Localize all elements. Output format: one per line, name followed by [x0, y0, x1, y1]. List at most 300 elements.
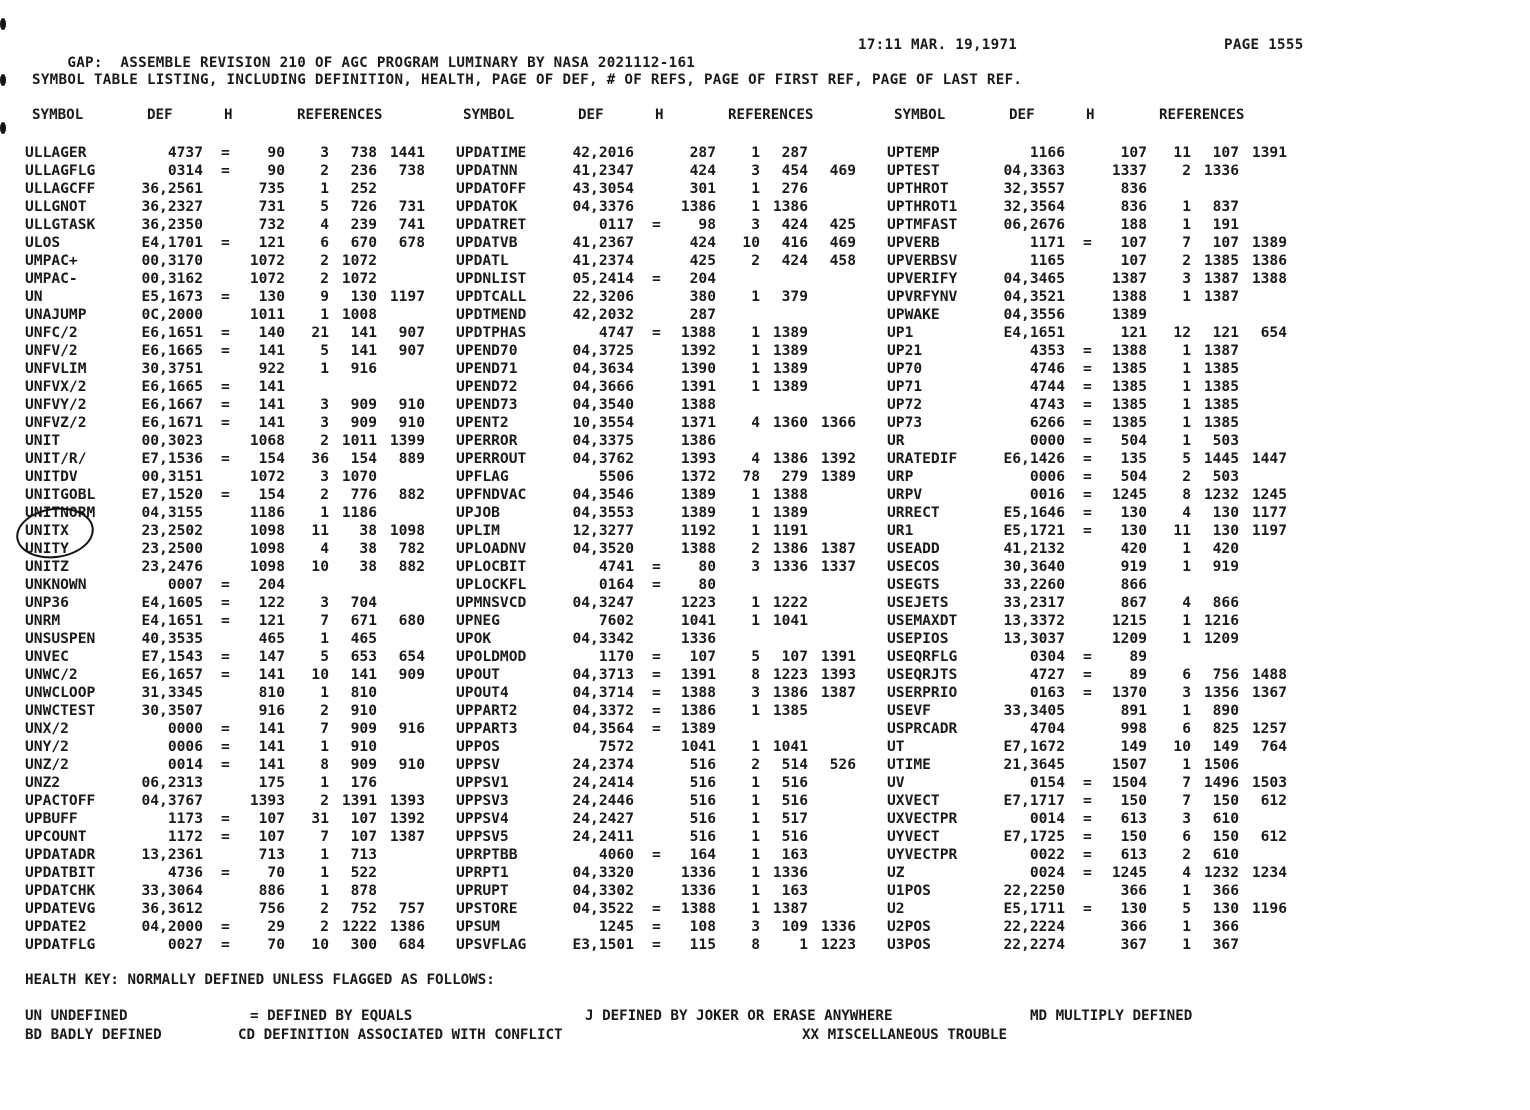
cell-symbol: UNX/2 [25, 720, 69, 737]
cell-health: = [1083, 378, 1092, 395]
cell-health: = [1083, 522, 1092, 539]
cell-page: 1192 [680, 522, 716, 539]
cell-first: 38 [359, 540, 377, 557]
cell-symbol: UPLIM [456, 522, 500, 539]
cell-nrefs: 21 [311, 324, 329, 341]
cell-health: = [1083, 684, 1092, 701]
cell-first: 1336 [772, 864, 808, 881]
cell-page: 516 [689, 756, 716, 773]
cell-first: 130 [1212, 900, 1239, 917]
cell-nrefs: 1 [1182, 540, 1191, 557]
cell-symbol: UPMNSVCD [456, 594, 527, 611]
cell-first: 503 [1212, 432, 1239, 449]
cell-first: 1389 [772, 504, 808, 521]
cell-symbol: UPFLAG [456, 468, 509, 485]
cell-nrefs: 3 [751, 684, 760, 701]
cell-symbol: UPPART2 [456, 702, 518, 719]
cell-first: 287 [781, 144, 808, 161]
cell-nrefs: 1 [1182, 342, 1191, 359]
cell-nrefs: 1 [751, 378, 760, 395]
cell-page: 107 [1120, 252, 1147, 269]
cell-first: 1011 [341, 432, 377, 449]
cell-first: 866 [1212, 594, 1239, 611]
cell-symbol: UPJOB [456, 504, 500, 521]
cell-symbol: UPVERIFY [887, 270, 958, 287]
cell-health: = [221, 234, 230, 251]
cell-page: 1337 [1111, 162, 1147, 179]
cell-page: 380 [689, 288, 716, 305]
cell-symbol: UPOK [456, 630, 492, 647]
cell-page: 1385 [1111, 360, 1147, 377]
cell-def: 04,3465 [1003, 270, 1065, 287]
cell-health: = [652, 216, 661, 233]
cell-first: 909 [350, 414, 377, 431]
cell-page: 90 [267, 162, 285, 179]
cell-page: 1389 [680, 504, 716, 521]
cell-first: 300 [350, 936, 377, 953]
cell-page: 130 [1120, 900, 1147, 917]
cell-nrefs: 2 [320, 162, 329, 179]
cell-def: E7,1672 [1003, 738, 1065, 755]
cell-last: 1366 [820, 414, 856, 431]
cell-page: 107 [1120, 144, 1147, 161]
cell-nrefs: 1 [1182, 414, 1191, 431]
cell-symbol: UPEND73 [456, 396, 518, 413]
cell-page: 141 [258, 342, 285, 359]
cell-nrefs: 6 [1182, 666, 1191, 683]
cell-nrefs: 10 [311, 936, 329, 953]
cell-last: 469 [829, 162, 856, 179]
cell-first: 141 [350, 666, 377, 683]
cell-first: 1222 [341, 918, 377, 935]
cell-nrefs: 10 [311, 666, 329, 683]
cell-nrefs: 1 [751, 324, 760, 341]
cell-def: 7602 [598, 612, 634, 629]
cell-def: 04,3556 [1003, 306, 1065, 323]
cell-first: 1496 [1203, 774, 1239, 791]
cell-def: E5,1711 [1003, 900, 1065, 917]
cell-def: 0C,2000 [141, 306, 203, 323]
cell-health: = [652, 702, 661, 719]
cell-symbol: UPPSV1 [456, 774, 509, 791]
cell-page: 135 [1120, 450, 1147, 467]
cell-def: 4727 [1029, 666, 1065, 683]
cell-nrefs: 2 [1182, 468, 1191, 485]
cell-last: 1391 [1251, 144, 1287, 161]
cell-nrefs: 1 [751, 774, 760, 791]
cell-def: 1171 [1029, 234, 1065, 251]
cell-symbol: UPDTMEND [456, 306, 527, 323]
cell-nrefs: 3 [1182, 684, 1191, 701]
cell-nrefs: 1 [751, 288, 760, 305]
cell-first: 909 [350, 756, 377, 773]
cell-first: 149 [1212, 738, 1239, 755]
cell-nrefs: 11 [311, 522, 329, 539]
cell-first: 1387 [1203, 288, 1239, 305]
cell-nrefs: 1 [751, 900, 760, 917]
cell-page: 141 [258, 378, 285, 395]
cell-page: 140 [258, 324, 285, 341]
cell-nrefs: 3 [320, 396, 329, 413]
cell-page: 922 [258, 360, 285, 377]
cell-first: 653 [350, 648, 377, 665]
cell-page: 886 [258, 882, 285, 899]
cell-nrefs: 3 [751, 918, 760, 935]
cell-def: 4743 [1029, 396, 1065, 413]
cell-symbol: UPDATADR [25, 846, 96, 863]
cell-def: 04,3376 [572, 198, 634, 215]
cell-last: 684 [398, 936, 425, 953]
cell-health: = [221, 486, 230, 503]
cell-first: 1336 [1203, 162, 1239, 179]
cell-last: 1386 [1251, 252, 1287, 269]
cell-first: 670 [350, 234, 377, 251]
cell-symbol: UPRPT1 [456, 864, 509, 881]
cell-health: = [221, 576, 230, 593]
cell-last: 678 [398, 234, 425, 251]
cell-symbol: USEQRFLG [887, 648, 958, 665]
cell-symbol: UPDATRET [456, 216, 527, 233]
cell-def: E4,1651 [141, 612, 203, 629]
cell-symbol: UPSVFLAG [456, 936, 527, 953]
cell-nrefs: 1 [320, 360, 329, 377]
cell-page: 504 [1120, 432, 1147, 449]
cell-def: 40,3535 [141, 630, 203, 647]
cell-symbol: UPEND70 [456, 342, 518, 359]
cell-page: 1388 [680, 396, 716, 413]
cell-page: 516 [689, 792, 716, 809]
cell-symbol: UPDATL [456, 252, 509, 269]
cell-def: 04,3375 [572, 432, 634, 449]
cell-page: 154 [258, 450, 285, 467]
cell-nrefs: 6 [320, 234, 329, 251]
cell-page: 1072 [249, 468, 285, 485]
cell-def: 36,2561 [141, 180, 203, 197]
cell-health: = [1083, 432, 1092, 449]
cell-page: 130 [1120, 504, 1147, 521]
cell-symbol: UNWCTEST [25, 702, 96, 719]
cell-last: 1257 [1251, 720, 1287, 737]
cell-last: 1387 [820, 684, 856, 701]
cell-last: 654 [1260, 324, 1287, 341]
cell-symbol: UP21 [887, 342, 923, 359]
cell-first: 141 [350, 342, 377, 359]
cell-first: 1070 [341, 468, 377, 485]
cell-page: 90 [267, 144, 285, 161]
health-key-xx: XX MISCELLANEOUS TROUBLE [802, 1027, 1007, 1043]
cell-symbol: UPDATEVG [25, 900, 96, 917]
cell-symbol: USEGTS [887, 576, 940, 593]
cell-def: 23,2502 [141, 522, 203, 539]
cell-def: 04,3546 [572, 486, 634, 503]
cell-page: 1385 [1111, 414, 1147, 431]
cell-first: 919 [1212, 558, 1239, 575]
cell-first: 367 [1212, 936, 1239, 953]
cell-nrefs: 1 [320, 738, 329, 755]
cell-first: 1385 [1203, 360, 1239, 377]
cell-first: 1008 [341, 306, 377, 323]
cell-symbol: UPDATE2 [25, 918, 87, 935]
cell-symbol: UPDATCHK [25, 882, 96, 899]
cell-first: 366 [1212, 918, 1239, 935]
cell-page: 1391 [680, 666, 716, 683]
column-header-h: H [1086, 107, 1095, 123]
cell-symbol: UPDATIME [456, 144, 527, 161]
cell-first: 107 [350, 828, 377, 845]
cell-first: 1388 [772, 486, 808, 503]
cell-page: 141 [258, 666, 285, 683]
cell-last: 907 [398, 342, 425, 359]
cell-page: 424 [689, 162, 716, 179]
cell-def: 06,2676 [1003, 216, 1065, 233]
cell-first: 713 [350, 846, 377, 863]
cell-def: 4737 [167, 144, 203, 161]
column-header-def: DEF [147, 107, 173, 123]
cell-first: 1222 [772, 594, 808, 611]
cell-symbol: UNITY [25, 540, 69, 557]
cell-nrefs: 1 [320, 846, 329, 863]
cell-last: 458 [829, 252, 856, 269]
cell-page: 141 [258, 738, 285, 755]
cell-first: 465 [350, 630, 377, 647]
cell-page: 613 [1120, 810, 1147, 827]
cell-first: 1360 [772, 414, 808, 431]
cell-page: 713 [258, 846, 285, 863]
cell-first: 1386 [772, 198, 808, 215]
cell-def: E7,1725 [1003, 828, 1065, 845]
cell-last: 882 [398, 486, 425, 503]
cell-symbol: USEMAXDT [887, 612, 958, 629]
cell-page: 107 [1120, 234, 1147, 251]
cell-first: 503 [1212, 468, 1239, 485]
cell-nrefs: 7 [320, 720, 329, 737]
cell-page: 1388 [1111, 342, 1147, 359]
cell-first: 252 [350, 180, 377, 197]
cell-def: E7,1520 [141, 486, 203, 503]
cell-def: 04,3634 [572, 360, 634, 377]
cell-nrefs: 7 [1182, 774, 1191, 791]
cell-page: 1371 [680, 414, 716, 431]
cell-last: 1098 [389, 522, 425, 539]
cell-def: 04,3714 [572, 684, 634, 701]
cell-nrefs: 6 [1182, 720, 1191, 737]
cell-def: 22,2250 [1003, 882, 1065, 899]
cell-page: 1393 [680, 450, 716, 467]
cell-def: 04,3302 [572, 882, 634, 899]
cell-symbol: UN [25, 288, 43, 305]
cell-def: 04,3767 [141, 792, 203, 809]
cell-last: 612 [1260, 792, 1287, 809]
cell-health: = [1083, 792, 1092, 809]
cell-symbol: UPENT2 [456, 414, 509, 431]
cell-symbol: UPRPTBB [456, 846, 518, 863]
cell-symbol: UT [887, 738, 905, 755]
cell-page: 1336 [680, 882, 716, 899]
cell-page: 141 [258, 756, 285, 773]
cell-nrefs: 1 [1182, 936, 1191, 953]
cell-nrefs: 10 [742, 234, 760, 251]
cell-def: 22,2274 [1003, 936, 1065, 953]
cell-nrefs: 6 [1182, 828, 1191, 845]
cell-page: 1386 [680, 198, 716, 215]
cell-def: E7,1543 [141, 648, 203, 665]
cell-page: 107 [689, 648, 716, 665]
cell-health: = [221, 720, 230, 737]
cell-symbol: UNITZ [25, 558, 69, 575]
cell-first: 154 [350, 450, 377, 467]
cell-symbol: UMPAC+ [25, 252, 78, 269]
cell-symbol: UXVECTPR [887, 810, 958, 827]
health-key-un: UN UNDEFINED [25, 1008, 128, 1024]
cell-nrefs: 1 [1182, 198, 1191, 215]
cell-nrefs: 5 [320, 198, 329, 215]
cell-page: 1507 [1111, 756, 1147, 773]
cell-last: 1387 [389, 828, 425, 845]
cell-def: 41,2132 [1003, 540, 1065, 557]
cell-nrefs: 5 [320, 648, 329, 665]
cell-last: 910 [398, 396, 425, 413]
cell-def: 04,3247 [572, 594, 634, 611]
cell-first: 1391 [341, 792, 377, 809]
cell-page: 916 [258, 702, 285, 719]
cell-page: 1388 [1111, 288, 1147, 305]
cell-symbol: UPSUM [456, 918, 500, 935]
cell-def: 24,2414 [572, 774, 634, 791]
cell-first: 517 [781, 810, 808, 827]
cell-last: 1393 [389, 792, 425, 809]
cell-symbol: ULLAGCFF [25, 180, 96, 197]
cell-symbol: UPTHROT1 [887, 198, 958, 215]
binder-hole-mark [0, 74, 6, 86]
cell-first: 916 [350, 360, 377, 377]
listing-subtitle: SYMBOL TABLE LISTING, INCLUDING DEFINITION, HEALTH, PAGE OF DEF, # OF REFS, PAGE OF FIRST REF, PAGE OF LAST REF. [32, 72, 1023, 88]
cell-last: 1197 [389, 288, 425, 305]
cell-def: 04,3363 [1003, 162, 1065, 179]
cell-page: 70 [267, 936, 285, 953]
cell-health: = [652, 846, 661, 863]
cell-first: 671 [350, 612, 377, 629]
cell-def: 4741 [598, 558, 634, 575]
cell-page: 204 [689, 270, 716, 287]
cell-last: 1234 [1251, 864, 1287, 881]
cell-first: 276 [781, 180, 808, 197]
cell-def: 00,3162 [141, 270, 203, 287]
cell-first: 107 [781, 648, 808, 665]
cell-page: 1098 [249, 522, 285, 539]
cell-health: = [1083, 864, 1092, 881]
cell-page: 188 [1120, 216, 1147, 233]
cell-health: = [221, 324, 230, 341]
cell-symbol: UPTMFAST [887, 216, 958, 233]
cell-symbol: UPPSV5 [456, 828, 509, 845]
cell-symbol: USEADD [887, 540, 940, 557]
cell-def: 04,3342 [572, 630, 634, 647]
cell-def: 04,3713 [572, 666, 634, 683]
cell-symbol: URPV [887, 486, 923, 503]
cell-symbol: USECOS [887, 558, 940, 575]
cell-def: 33,3405 [1003, 702, 1065, 719]
cell-first: 1186 [341, 504, 377, 521]
cell-page: 130 [258, 288, 285, 305]
cell-symbol: UPLOCKFL [456, 576, 527, 593]
cell-first: 107 [1212, 234, 1239, 251]
cell-symbol: UPEND72 [456, 378, 518, 395]
cell-def: 0164 [598, 576, 634, 593]
cell-first: 109 [781, 918, 808, 935]
cell-symbol: UPVERBSV [887, 252, 958, 269]
cell-page: 98 [698, 216, 716, 233]
cell-def: 32,3564 [1003, 198, 1065, 215]
cell-first: 910 [350, 702, 377, 719]
cell-def: 41,2347 [572, 162, 634, 179]
cell-nrefs: 1 [1182, 918, 1191, 935]
cell-symbol: UNFVX/2 [25, 378, 87, 395]
cell-health: = [221, 396, 230, 413]
assembly-timestamp: 17:11 MAR. 19,1971 [858, 37, 1018, 53]
cell-def: 4736 [167, 864, 203, 881]
cell-nrefs: 1 [751, 792, 760, 809]
cell-last: 425 [829, 216, 856, 233]
cell-page: 147 [258, 648, 285, 665]
cell-first: 107 [350, 810, 377, 827]
cell-symbol: USEJETS [887, 594, 949, 611]
cell-nrefs: 1 [751, 612, 760, 629]
cell-page: 1391 [680, 378, 716, 395]
cell-def: 04,3725 [572, 342, 634, 359]
cell-health: = [221, 918, 230, 935]
cell-nrefs: 8 [320, 756, 329, 773]
cell-def: 0006 [167, 738, 203, 755]
cell-nrefs: 31 [311, 810, 329, 827]
cell-def: 22,2224 [1003, 918, 1065, 935]
cell-last: 907 [398, 324, 425, 341]
cell-symbol: UP1 [887, 324, 914, 341]
cell-page: 1386 [680, 432, 716, 449]
cell-symbol: UPDATBIT [25, 864, 96, 881]
cell-page: 107 [258, 828, 285, 845]
cell-last: 680 [398, 612, 425, 629]
cell-page: 154 [258, 486, 285, 503]
cell-health: = [221, 288, 230, 305]
cell-symbol: USERPRIO [887, 684, 958, 701]
cell-symbol: URATEDIF [887, 450, 958, 467]
cell-def: E4,1701 [141, 234, 203, 251]
cell-first: 909 [350, 396, 377, 413]
cell-page: 731 [258, 198, 285, 215]
cell-health: = [1083, 810, 1092, 827]
cell-page: 121 [1120, 324, 1147, 341]
cell-health: = [652, 666, 661, 683]
cell-def: E7,1536 [141, 450, 203, 467]
cell-page: 1388 [680, 540, 716, 557]
cell-page: 121 [258, 612, 285, 629]
cell-page: 919 [1120, 558, 1147, 575]
cell-last: 526 [829, 756, 856, 773]
cell-def: 00,3151 [141, 468, 203, 485]
cell-first: 1385 [1203, 378, 1239, 395]
cell-def: 24,2374 [572, 756, 634, 773]
cell-last: 1389 [1251, 234, 1287, 251]
cell-first: 150 [1212, 792, 1239, 809]
cell-page: 1390 [680, 360, 716, 377]
cell-symbol: UPERROR [456, 432, 518, 449]
cell-first: 1385 [1203, 414, 1239, 431]
cell-symbol: UPSTORE [456, 900, 518, 917]
cell-page: 1387 [1111, 270, 1147, 287]
cell-symbol: USPRCADR [887, 720, 958, 737]
cell-symbol: UNKNOWN [25, 576, 87, 593]
cell-symbol: UPVRFYNV [887, 288, 958, 305]
